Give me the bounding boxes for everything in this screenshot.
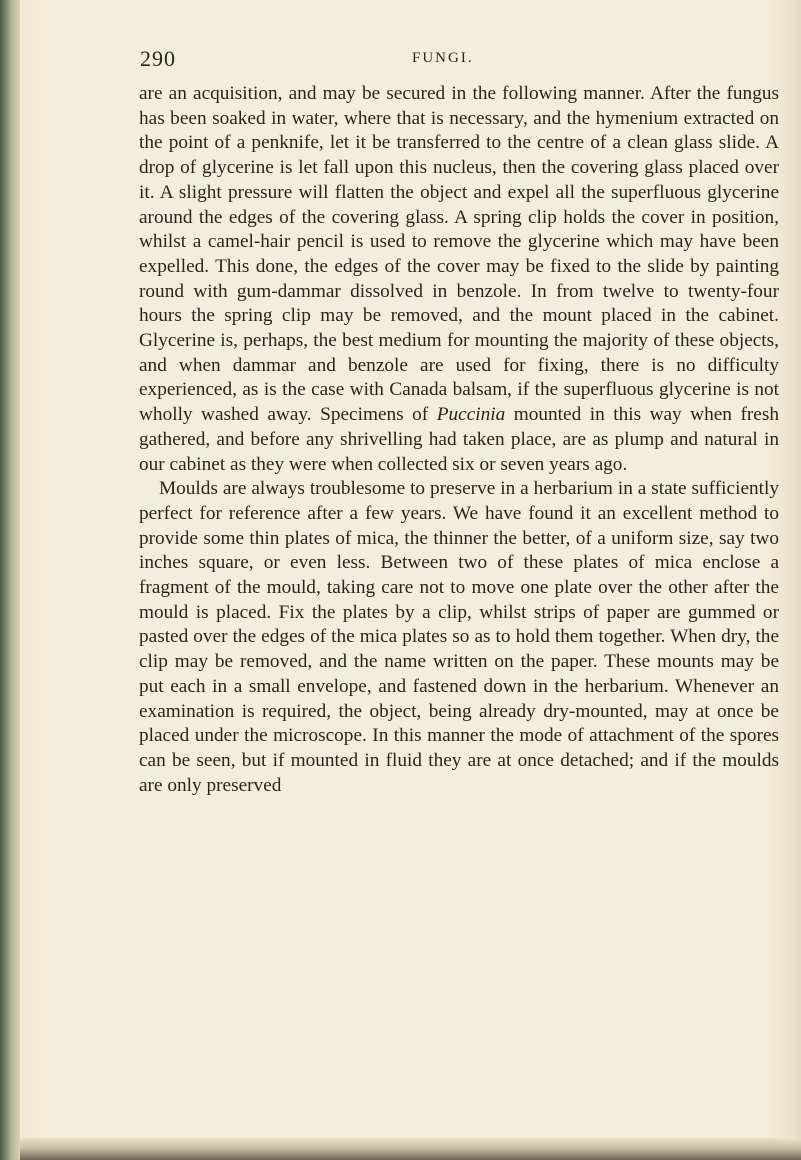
page-number: 290	[140, 46, 176, 71]
page-bottom-edge	[20, 1138, 801, 1160]
paragraph-text: mounted in this way when fresh gathered, and before any shrivelling had taken place, are as plump and natural in our cabinet as they were when collected six or seven years ago.	[139, 404, 779, 475]
body-text	[139, 82, 779, 798]
running-head	[140, 46, 760, 76]
book-binding-edge	[0, 0, 20, 1160]
paragraph-text: Moulds are always troublesome to preserve in a herbarium in a state sufficiently perfect for reference after a few years. We have found it an excellent method to provide some thin plates of mica, the thinner the better, of a uniform size, say two inches square, or even less. Between two of these plates of mica enclose a fragment of the mould, taking care not to move one plate over the other after the mould is placed. Fix the plates by a clip, whilst strips of paper are gummed or pasted over the edges of the mica plates so as to hold them together. When dry, the clip may be removed, and the name written on the paper. These mounts may be put each in a small envelope, and fastened down in the herbarium. Whenever an examination is required, the object, being already dry-mounted, may at once be placed under the microscope. In this manner the mode of attachment of the spores can be seen, but if mounted in fluid they are at once detached; and if the moulds are only preserved	[139, 478, 779, 796]
paragraph-text: are an acquisition, and may be secured in the following manner. After the fungus has been soaked in water, where that is necessary, and the hymenium extracted on the point of a penknife, let it be transferred to the centre of a clean glass slide. A drop of glycerine is let fall upon this nucleus, then the covering glass placed over it. A slight pressure will flatten the object and expel all the superfluous glycerine around the edges of the covering glass. A spring clip holds the cover in position, whilst a camel-hair pencil is used to remove the glycerine which may have been expelled. This done, the edges of the cover may be fixed to the slide by painting round with gum-dammar dissolved in benzole. In from twelve to twenty-four hours the spring clip may be removed, and the mount placed in the cabinet. Glycerine is, perhaps, the best medium for mounting the majority of these objects, and when dammar and benzole are used for fixing, there is no difficulty experienced, as is the case with Canada balsam, if the superfluous glycerine is not wholly washed away. Specimens of	[139, 83, 779, 426]
genus-name-puccinia: Puccinia	[436, 404, 506, 426]
paragraph-mounting-glycerine	[139, 82, 779, 477]
paragraph-moulds-mica	[139, 477, 779, 798]
running-title: FUNGI.	[412, 50, 474, 66]
